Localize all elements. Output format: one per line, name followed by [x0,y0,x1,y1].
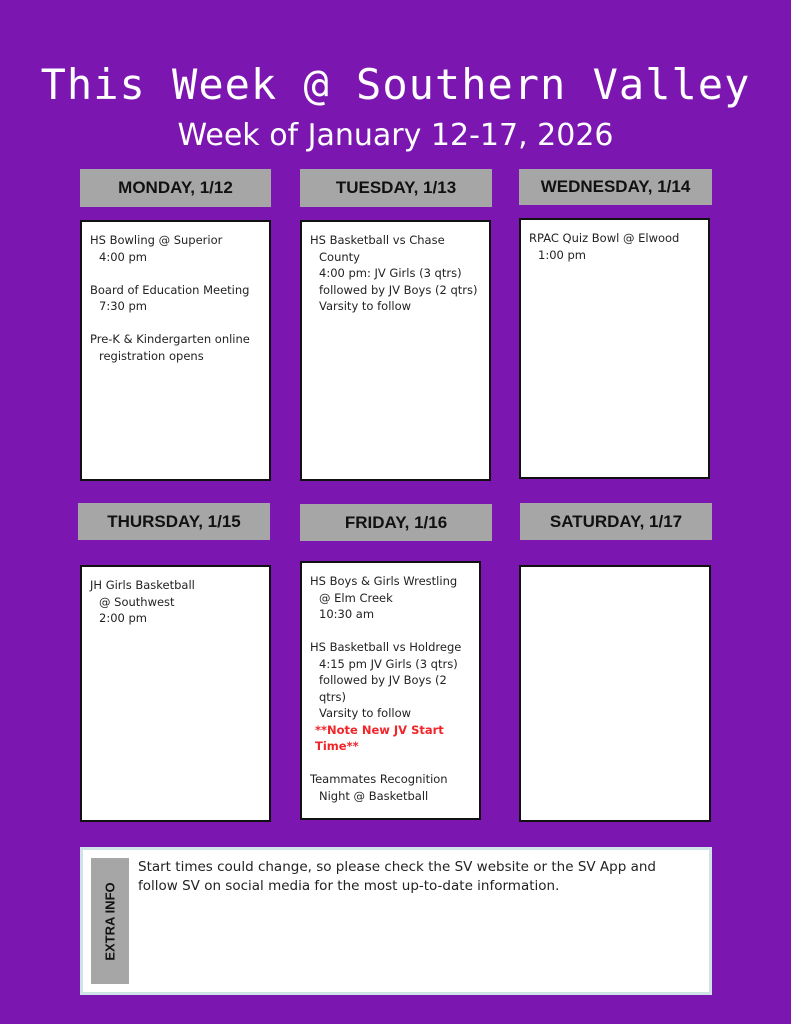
day-header-monday: MONDAY, 1/12 [80,169,271,207]
day-header-friday: FRIDAY, 1/16 [300,504,492,541]
event-line: 4:00 pm [99,249,147,264]
event-line: HS Boys & Girls Wrestling [310,574,458,588]
event-line: 10:30 am [319,607,375,621]
day-header-wednesday: WEDNESDAY, 1/14 [519,169,712,205]
event [90,331,261,364]
event-line: HS Basketball vs Chase [310,233,445,247]
event-line: Teammates Recognition [310,772,448,786]
event-line: registration opens [99,348,204,363]
event [90,232,261,265]
event-line: HS Bowling @ Superior [90,233,223,247]
event-line: County [319,249,360,264]
event-line: followed by JV Boys (2 qtrs) [319,282,478,297]
event-line: JH Girls Basketball [90,578,195,592]
event-line: followed by JV Boys (2 qtrs) [319,673,447,704]
event-line: 4:00 pm: JV Girls (3 qtrs) [319,266,462,280]
event-line: Varsity to follow [319,299,412,313]
extra-info-panel [80,847,712,995]
page-title: This Week @ Southern Valley [40,60,751,109]
day-header-tuesday: TUESDAY, 1/13 [300,169,492,207]
day-header-thursday: THURSDAY, 1/15 [78,503,270,540]
event-line: RPAC Quiz Bowl @ Elwood [529,231,680,245]
extra-info-label [91,858,129,984]
event-line: Night @ Basketball [319,788,429,803]
event [90,282,261,315]
event [90,577,261,627]
week-subtitle: Week of January 12-17, 2026 [177,118,614,153]
day-header-saturday: SATURDAY, 1/17 [520,503,712,540]
day-events-monday [80,220,271,481]
event [310,232,481,315]
event-line: 2:00 pm [99,611,147,625]
day-events-friday [300,561,481,820]
event [529,230,700,263]
day-events-thursday [80,565,271,822]
event-line: Board of Education Meeting [90,282,250,297]
event-line: 7:30 pm [99,299,147,313]
event [310,771,471,804]
event [310,573,471,623]
event-line: HS Basketball vs Holdrege [310,640,462,654]
note-new-jv-start-time: **Note New JV Start Time** [315,722,444,753]
day-events-wednesday [519,218,710,479]
event [310,639,471,755]
extra-info-label-text: EXTRA INFO [102,881,118,961]
day-events-saturday [519,565,711,822]
extra-info-text: Start times could change, so please check the SV website or the SV App and follow SV on social media for the most up-to-date information. [138,859,656,894]
event-line: @ Elm Creek [319,590,393,605]
event-line: Pre-K & Kindergarten online [90,332,250,346]
event-line: 1:00 pm [538,247,586,262]
event-line: Varsity to follow [319,706,412,720]
event-line: 4:15 pm JV Girls (3 qtrs) [319,656,458,671]
event-line: @ Southwest [99,594,175,609]
day-events-tuesday [300,220,491,481]
